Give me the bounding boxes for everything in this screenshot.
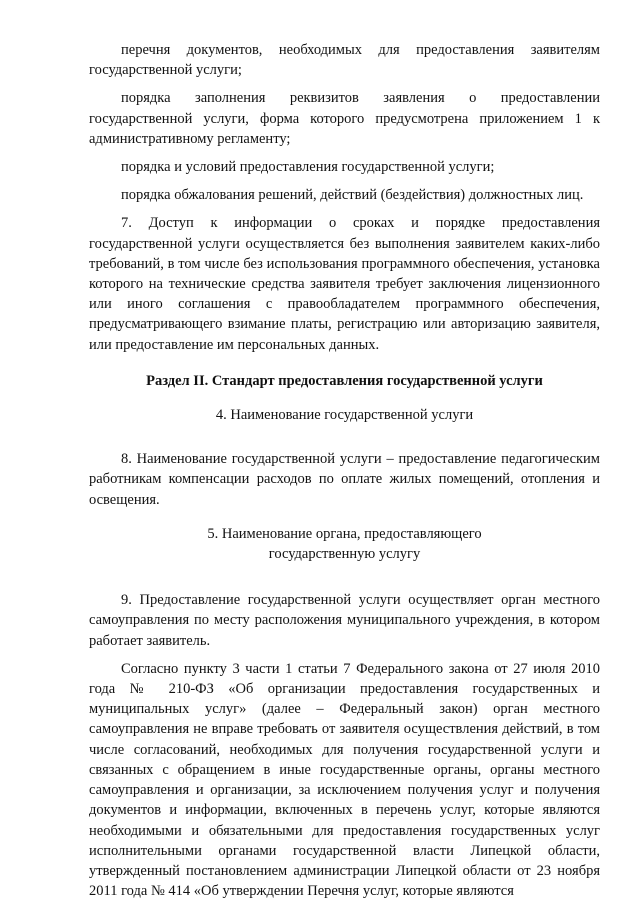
paragraph-9-authority: 9. Предоставление государственной услуги осуществляет орган местного самоуправления по месту расположения муниципального учреждения, в котором работает заявитель. bbox=[89, 592, 600, 649]
section-heading: Раздел II. Стандарт предоставления государственной услуги bbox=[146, 372, 543, 389]
paragraph-conditions: порядка и условий предоставления государственной услуги; bbox=[121, 159, 495, 176]
subsection-5-title bbox=[89, 524, 600, 564]
paragraph-federal-law: Согласно пункту 3 части 1 статьи 7 Федерального закона от 27 июля 2010 года № 210-ФЗ «Об организации предоставления государственных и муниципальных услуг» (далее – Федеральный закон) орган местного самоуправления не вправе требовать от заявителя осуществления действий, в том числе согласований, необходимых для получения государственной услуги и связанных с обращением в иные государственные органы, органы местного самоуправления и организации, за исключением получения услуг и получения документов и информации, включенных в перечень услуг, которые являются необходимыми и обязательными для предоставления государственных услуг исполнительными органами государственной власти Липецкой области, утвержденный постановлением администрации Липецкой области от 23 ноября 2011 года № 414 «Об утверждении Перечня услуг, которые являются bbox=[89, 660, 600, 900]
paragraph-8-service-name: 8. Наименование государственной услуги – предоставление педагогическим работникам компенсации расходов по оплате жилых помещений, отопления и освещения. bbox=[89, 451, 600, 508]
paragraph-appeal: порядка обжалования решений, действий (бездействия) должностных лиц. bbox=[121, 187, 584, 204]
document-page bbox=[89, 40, 600, 909]
paragraph-form-filling: порядка заполнения реквизитов заявления о предоставлении государственной услуги, форма которого предусмотрена приложением 1 к административному регламенту; bbox=[89, 90, 600, 147]
subsection-4-title: 4. Наименование государственной услуги bbox=[215, 407, 474, 424]
subsection-5-title-line1: 5. Наименование органа, предоставляющего bbox=[207, 525, 482, 542]
paragraph-7-access: 7. Доступ к информации о сроках и порядке предоставления государственной услуги осуществляется без выполнения заявителем каких-либо требований, в том числе без использования программного обеспечения, установка которого на технические средства заявителя требует заключения лицензионного или иного соглашения с правообладателем программного обеспечения, предусматривающего взимание платы, регистрацию или авторизацию заявителя, или предоставление им персональных данных. bbox=[89, 215, 600, 353]
paragraph-documents-list: перечня документов, необходимых для предоставления заявителям государственной услуги; bbox=[89, 42, 600, 79]
subsection-5-title-line2: государственную услугу bbox=[268, 546, 421, 563]
